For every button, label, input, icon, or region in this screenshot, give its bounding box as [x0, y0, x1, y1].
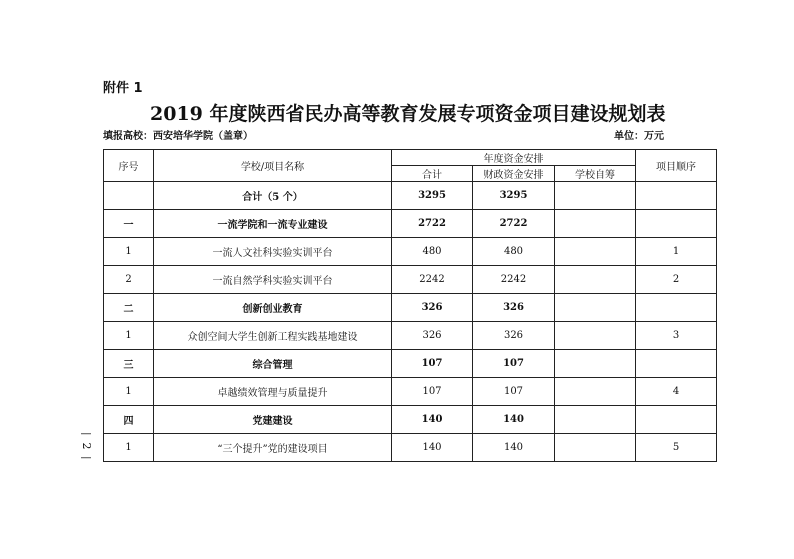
- cell-school: [555, 182, 636, 210]
- cell-school: [555, 322, 636, 350]
- table-row: [104, 350, 717, 378]
- page-title: 2019 年度陕西省民办高等教育发展专项资金项目建设规划表: [150, 103, 666, 125]
- cell-seq: 一: [104, 210, 154, 238]
- cell-total: 140: [392, 434, 473, 462]
- cell-seq: [104, 182, 154, 210]
- table-row: [104, 378, 717, 406]
- cell-name: 创新创业教育: [154, 294, 392, 322]
- cell-finance: 326: [473, 322, 555, 350]
- cell-order: 4: [636, 378, 717, 406]
- cell-total: 326: [392, 322, 473, 350]
- cell-name: 一流自然学科实验实训平台: [154, 266, 392, 294]
- cell-order: [636, 294, 717, 322]
- cell-finance: 480: [473, 238, 555, 266]
- cell-name: 综合管理: [154, 350, 392, 378]
- cell-finance: 107: [473, 378, 555, 406]
- cell-total: 3295: [392, 182, 473, 210]
- cell-school: [555, 378, 636, 406]
- cell-seq: 2: [104, 266, 154, 294]
- cell-total: 107: [392, 378, 473, 406]
- table-row: [104, 294, 717, 322]
- cell-name: 合计（5 个）: [154, 182, 392, 210]
- cell-name: 众创空间大学生创新工程实践基地建设: [154, 322, 392, 350]
- cell-name: 卓越绩效管理与质量提升: [154, 378, 392, 406]
- cell-name: “三个提升”党的建设项目: [154, 434, 392, 462]
- cell-order: [636, 210, 717, 238]
- cell-finance: 2722: [473, 210, 555, 238]
- cell-school: [555, 406, 636, 434]
- header-finance: 财政资金安排: [473, 166, 555, 182]
- header-total: 合计: [392, 166, 473, 182]
- cell-order: [636, 406, 717, 434]
- school-label: 填报高校：西安培华学院（盖章）: [103, 131, 253, 142]
- cell-order: [636, 350, 717, 378]
- cell-school: [555, 294, 636, 322]
- header-school: 学校自筹: [555, 166, 636, 182]
- header-seq: 序号: [104, 150, 154, 182]
- cell-name: 一流人文社科实验实训平台: [154, 238, 392, 266]
- cell-order: 1: [636, 238, 717, 266]
- cell-finance: 3295: [473, 182, 555, 210]
- cell-order: 5: [636, 434, 717, 462]
- cell-name: 党建建设: [154, 406, 392, 434]
- unit-label: 单位：万元: [614, 131, 664, 142]
- table-row: [104, 238, 717, 266]
- cell-school: [555, 238, 636, 266]
- table-row: [104, 434, 717, 462]
- cell-school: [555, 434, 636, 462]
- cell-finance: 107: [473, 350, 555, 378]
- cell-total: 2722: [392, 210, 473, 238]
- attachment-label: 附件 1: [103, 81, 143, 96]
- plan-table: [103, 149, 717, 462]
- cell-total: 2242: [392, 266, 473, 294]
- cell-seq: 四: [104, 406, 154, 434]
- cell-finance: 2242: [473, 266, 555, 294]
- cell-name: 一流学院和一流专业建设: [154, 210, 392, 238]
- cell-seq: 1: [104, 378, 154, 406]
- cell-total: 480: [392, 238, 473, 266]
- table-row: [104, 406, 717, 434]
- cell-seq: 1: [104, 238, 154, 266]
- header-name: 学校/项目名称: [154, 150, 392, 182]
- cell-finance: 140: [473, 434, 555, 462]
- header-funding-group: 年度资金安排: [392, 150, 636, 166]
- cell-seq: 1: [104, 434, 154, 462]
- cell-school: [555, 210, 636, 238]
- header-order: 项目顺序: [636, 150, 717, 182]
- cell-school: [555, 266, 636, 294]
- cell-finance: 326: [473, 294, 555, 322]
- table-row: [104, 182, 717, 210]
- cell-order: 3: [636, 322, 717, 350]
- cell-total: 107: [392, 350, 473, 378]
- cell-order: 2: [636, 266, 717, 294]
- table-row: [104, 266, 717, 294]
- table-row: [104, 322, 717, 350]
- cell-total: 140: [392, 406, 473, 434]
- cell-order: [636, 182, 717, 210]
- cell-finance: 140: [473, 406, 555, 434]
- cell-seq: 二: [104, 294, 154, 322]
- table-row: [104, 210, 717, 238]
- cell-seq: 三: [104, 350, 154, 378]
- cell-total: 326: [392, 294, 473, 322]
- page-number: — 2 —: [80, 427, 94, 465]
- cell-school: [555, 350, 636, 378]
- cell-seq: 1: [104, 322, 154, 350]
